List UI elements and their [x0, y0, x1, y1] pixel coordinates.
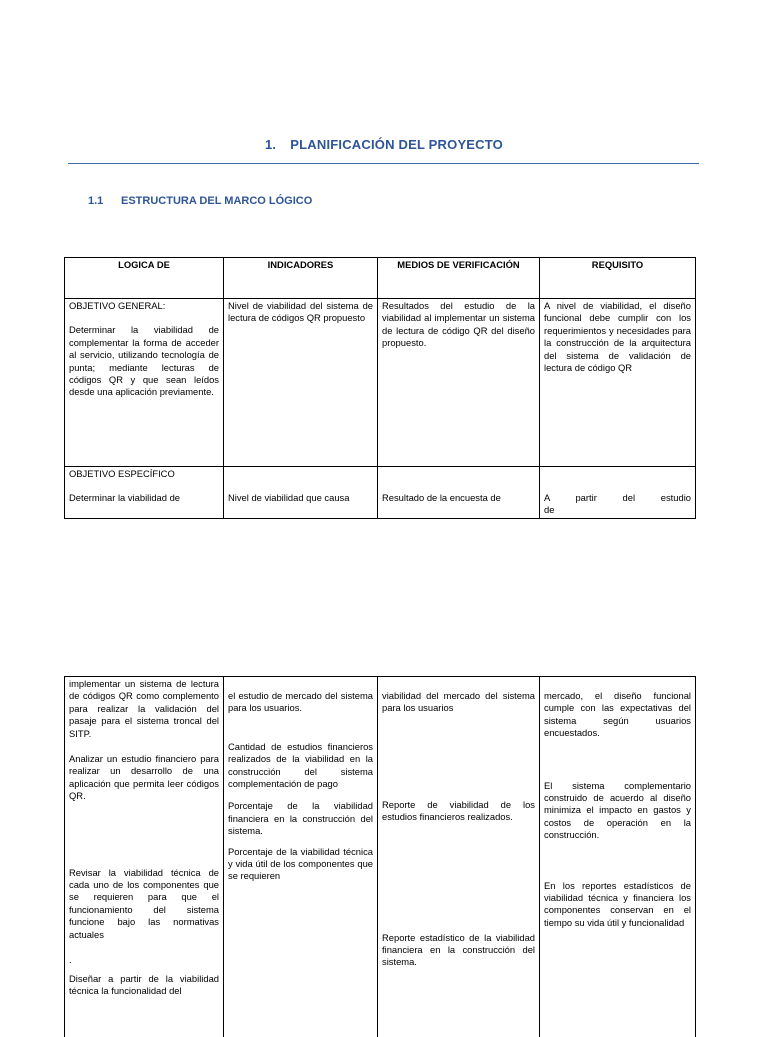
table-row [65, 299, 696, 467]
objetivo-especifico-text: Determinar la viabilidad de [69, 492, 180, 504]
cell-objetivo-general [65, 299, 224, 467]
cell-indicadores-continued [224, 677, 378, 1037]
cell-requisito-continued [540, 677, 696, 1037]
indicadores-p2: Cantidad de estudios financieros realizados de la viabilidad en la construcción del sistema complementación de pago [228, 740, 373, 790]
medios-p1: viabilidad del mercado del sistema para los usuarios [382, 690, 535, 714]
indicadores-p4: Porcentaje de la viabilidad técnica y vida útil de los componentes que se requieren [228, 845, 373, 882]
table-header-row [65, 258, 696, 299]
requisito-p1: mercado, el diseño funcional cumple con las expectativas del sistema según usuarios encuestados. [544, 690, 691, 739]
subsection-heading [88, 195, 312, 207]
header-requisito: REQUISITO [540, 258, 696, 299]
subsection-number: 1.1 [88, 195, 104, 207]
requisito-2-text: A partir del estudio de [544, 492, 691, 516]
cell-medio-1: Resultados del estudio de la viabilidad al implementar un sistema de lectura de código QR del diseño propuesto. [378, 299, 540, 467]
logica-p4: . [69, 954, 72, 966]
requisito-p3: En los reportes estadísticos de viabilidad técnica y financiera los componentes conservan en el tiempo su vida útil y funcionalidad [544, 879, 691, 928]
cell-objetivo-especifico [65, 467, 224, 519]
medio-2-text: Resultado de la encuesta de [382, 492, 501, 503]
table-row [65, 677, 696, 1037]
indicador-2-text: Nivel de viabilidad que causa [228, 492, 350, 503]
medios-p3: Reporte estadístico de la viabilidad financiera en la construcción del sistema. [382, 931, 535, 968]
logica-p5: Diseñar a partir de la viabilidad técnica la funcionalidad del [69, 972, 219, 996]
cell-medio-2 [378, 467, 540, 519]
section-number: 1. [265, 137, 277, 152]
logica-p2: Analizar un estudio financiero para realizar un desarrollo de una aplicación que permita leer códigos QR. [69, 753, 219, 802]
section-title: PLANIFICACIÓN DEL PROYECTO [290, 137, 503, 152]
section-heading [0, 137, 768, 152]
cell-indicador-2 [224, 467, 378, 519]
header-logica: LOGICA DE [65, 258, 224, 299]
indicadores-p1: el estudio de mercado del sistema para los usuarios. [228, 690, 373, 714]
logical-framework-table [64, 257, 696, 519]
medios-p2: Reporte de viabilidad de los estudios financieros realizados. [382, 798, 535, 823]
logica-p3: Revisar la viabilidad técnica de cada uno de los componentes que se requieren para que el funcionamiento del sistema funcione bajo las normativas actuales [69, 866, 219, 940]
indicadores-p3: Porcentaje de la viabilidad financiera en la construcción del sistema. [228, 800, 373, 837]
logical-framework-table-continued [64, 676, 696, 1037]
cell-medios-continued [378, 677, 540, 1037]
cell-requisito-1: A nivel de viabilidad, el diseño funcional debe cumplir con los requerimientos y necesidades para la construcción de la arquitectura del sistema de validación de lectura de código QR [540, 299, 696, 467]
objetivo-general-text: Determinar la viabilidad de complementar la forma de acceder al servicio, utilizando tecnología de punta; mediante lecturas de códigos QR y que sean leídos desde una aplicación previamente. [69, 324, 219, 398]
cell-logica-continued [65, 677, 224, 1037]
objetivo-especifico-title: OBJETIVO ESPECÍFICO [69, 468, 175, 479]
table-row [65, 467, 696, 519]
subsection-title: ESTRUCTURA DEL MARCO LÓGICO [121, 195, 313, 207]
cell-indicador-1: Nivel de viabilidad del sistema de lectura de códigos QR propuesto [224, 299, 378, 467]
header-medios: MEDIOS DE VERIFICACIÓN [378, 258, 540, 299]
requisito-p2: El sistema complementario construido de acuerdo al diseño minimiza el impacto en gastos y costos de operación en la construcción. [544, 779, 691, 841]
heading-rule [68, 163, 699, 164]
objetivo-general-title: OBJETIVO GENERAL: [69, 300, 166, 311]
logica-p1: implementar un sistema de lectura de códigos QR como complemento para realizar la validación del pasaje para el sistema troncal del SITP. [69, 678, 219, 739]
cell-requisito-2 [540, 467, 696, 519]
header-indicadores: INDICADORES [224, 258, 378, 299]
